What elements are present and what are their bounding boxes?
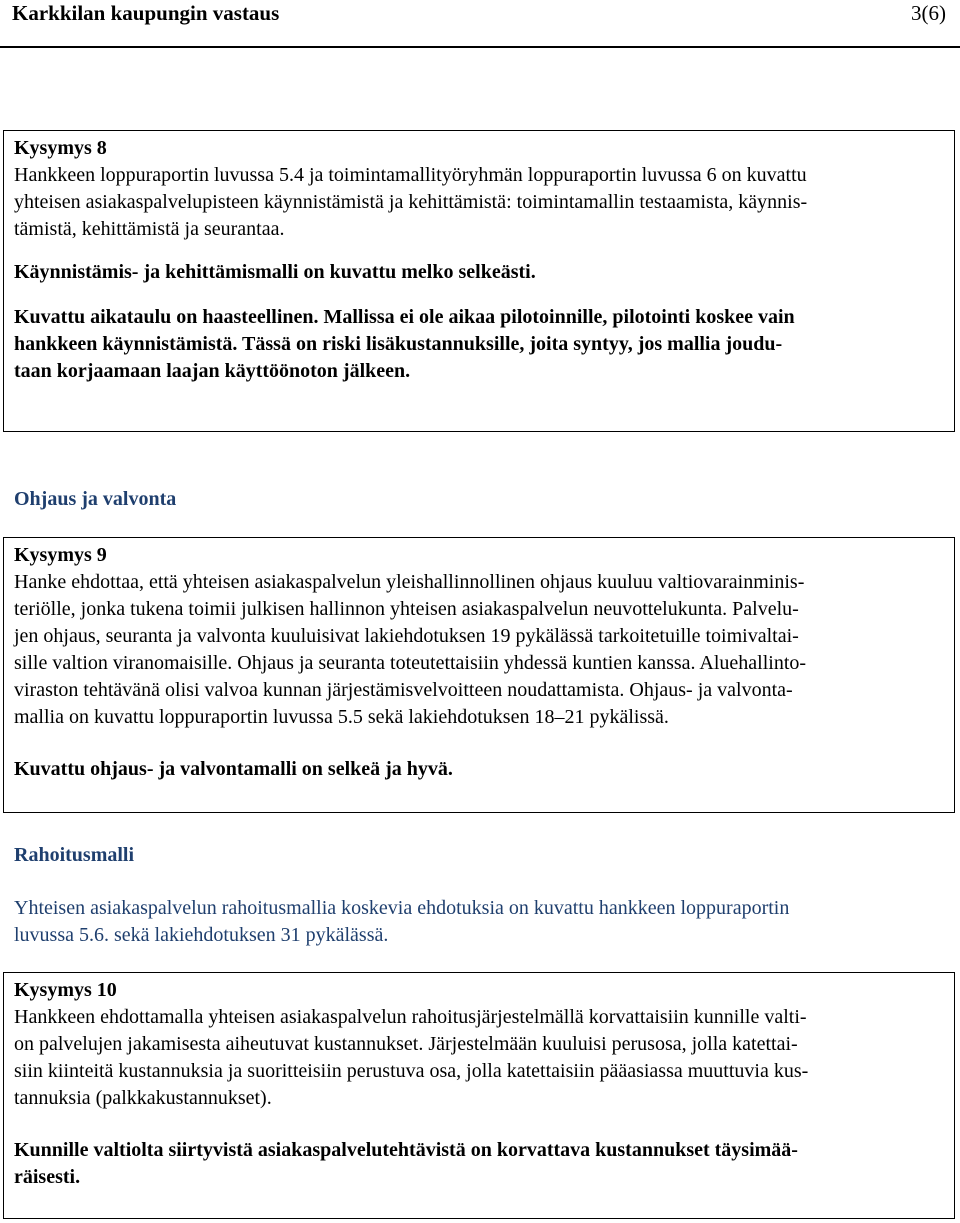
question-10-box [3, 972, 955, 1219]
question-9-text-line: viraston tehtävänä olisi valvoa kunnan järjestämisvelvoitteen noudattamista. Ohjaus- ja valvonta- [14, 679, 793, 701]
question-8-text-line: Hankkeen loppuraportin luvussa 5.4 ja toimintamallityöryhmän loppuraportin luvussa 6 on kuvattu [14, 164, 807, 186]
question-10-answer-line: Kunnille valtiolta siirtyvistä asiakaspalvelutehtävistä on korvattava kustannukset täysimää- [14, 1139, 798, 1161]
question-9-text-line: teriölle, jonka tukena toimii julkisen hallinnon yhteisen asiakaspalvelun neuvottelukunta. Palvelu- [14, 598, 799, 620]
question-10-answer-line: räisesti. [14, 1166, 81, 1188]
section-heading-ohjaus: Ohjaus ja valvonta [14, 488, 177, 510]
question-10-heading: Kysymys 10 [14, 979, 117, 1001]
section-rahoitus-note-line: luvussa 5.6. sekä lakiehdotuksen 31 pykälässä. [14, 924, 389, 946]
question-8-answer-line: hankkeen käynnistämistä. Tässä on riski lisäkustannuksille, joita syntyy, jos mallia joudu- [14, 333, 783, 355]
question-8-box [3, 130, 955, 432]
section-heading-rahoitus: Rahoitusmalli [14, 844, 135, 866]
section-rahoitus-note-line: Yhteisen asiakaspalvelun rahoitusmallia koskevia ehdotuksia on kuvattu hankkeen loppuraportin [14, 897, 790, 919]
question-9-answer: Kuvattu ohjaus- ja valvontamalli on selkeä ja hyvä. [14, 758, 453, 780]
question-9-text-line: sille valtion viranomaisille. Ohjaus ja seuranta toteutettaisiin yhdessä kuntien kanssa. Aluehallinto- [14, 652, 807, 674]
question-9-text-line: mallia on kuvattu loppuraportin luvussa 5.5 sekä lakiehdotuksen 18–21 pykälissä. [14, 706, 669, 728]
question-9-text-line: Hanke ehdottaa, että yhteisen asiakaspalvelun yleishallinnollinen ohjaus kuuluu valtiovarainminis- [14, 571, 805, 593]
question-8-text-line: tämistä, kehittämistä ja seurantaa. [14, 218, 285, 240]
question-9-heading: Kysymys 9 [14, 544, 107, 566]
question-10-text-line: Hankkeen ehdottamalla yhteisen asiakaspalvelun rahoitusjärjestelmällä korvattaisiin kunnille valti- [14, 1006, 807, 1028]
question-10-text-line: tannuksia (palkkakustannukset). [14, 1087, 272, 1109]
question-8-answer-line: Kuvattu aikataulu on haasteellinen. Mallissa ei ole aikaa pilotoinnille, pilotointi koskee vain [14, 306, 795, 328]
question-9-text-line: jen ohjaus, seuranta ja valvonta kuuluisivat lakiehdotuksen 19 pykälässä tarkoitetuille toimivaltai- [14, 625, 799, 647]
question-10-text-line: on palvelujen jakamisesta aiheutuvat kustannukset. Järjestelmään kuuluisi perusosa, jolla katettai- [14, 1033, 798, 1055]
question-8-text-line: yhteisen asiakaspalvelupisteen käynnistämistä ja kehittämistä: toimintamallin testaamista, käynnis- [14, 191, 808, 213]
page-header [0, 0, 960, 48]
question-8-heading: Kysymys 8 [14, 137, 107, 159]
document-title: Karkkilan kaupungin vastaus [12, 1, 280, 25]
question-8-answer-1: Käynnistämis- ja kehittämismalli on kuvattu melko selkeästi. [14, 261, 536, 283]
question-8-answer-line: taan korjaamaan laajan käyttöönoton jälkeen. [14, 360, 411, 382]
question-9-box [3, 537, 955, 813]
question-10-text-line: siin kiinteitä kustannuksia ja suoritteisiin perustuva osa, jolla katettaisiin pääasiassa muuttuvia kus- [14, 1060, 809, 1082]
section-rahoitus-note [14, 895, 944, 949]
page-number: 3(6) [911, 1, 946, 25]
